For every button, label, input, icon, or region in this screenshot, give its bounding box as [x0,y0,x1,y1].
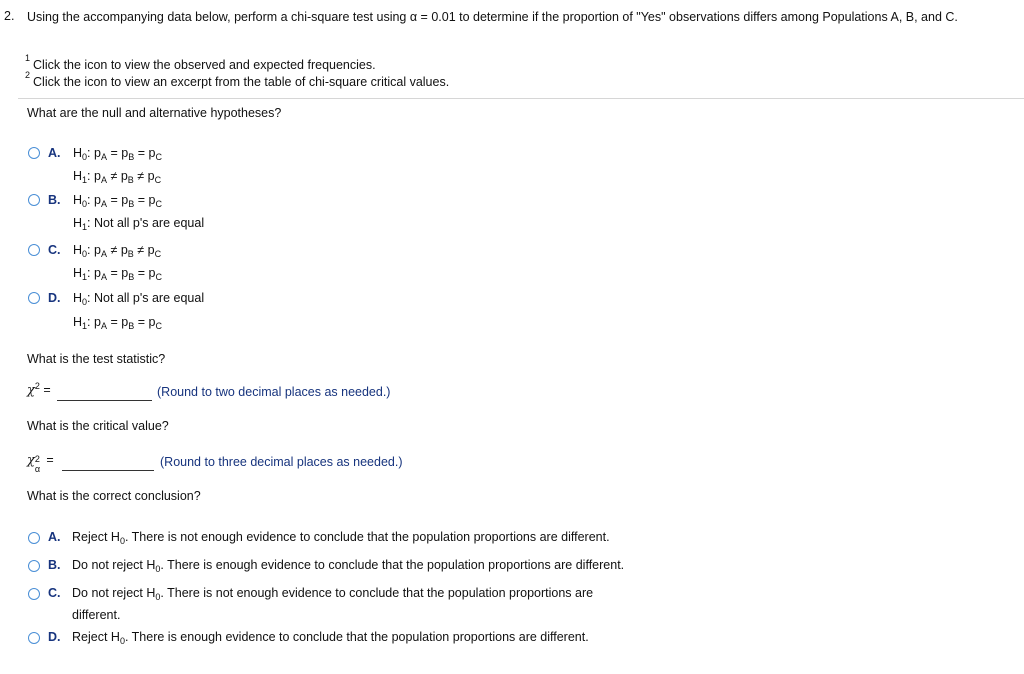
hypotheses-prompt: What are the null and alternative hypotheses? [27,106,282,120]
statistic-prompt: What is the test statistic? [27,352,166,366]
divider [18,98,1024,99]
hyp-option-d-h0: $H_0$: Not all p's are equal [73,291,205,307]
conclusion-prompt: What is the correct conclusion? [27,489,201,503]
concl-option-a-radio[interactable] [28,532,40,544]
concl-option-b-text: Do not reject $H_0$. There is enough evidence to conclude that the population proportions are different. [72,558,625,574]
statistic-hint: (Round to two decimal places as needed.) [157,385,391,399]
hyp-option-a-radio[interactable] [28,147,40,159]
concl-option-d-radio[interactable] [28,632,40,644]
critical-prompt: What is the critical value? [27,419,169,433]
note-1-text: Click the icon to view the observed and expected frequencies. [33,58,376,73]
hyp-option-c-letter[interactable]: C. [48,243,61,257]
concl-option-b-letter[interactable]: B. [48,558,61,572]
concl-option-c-radio[interactable] [28,588,40,600]
hyp-option-b-radio[interactable] [28,194,40,206]
note-2-marker: 2 [25,70,31,80]
concl-option-d-letter[interactable]: D. [48,630,61,644]
hyp-option-a-h0: $H_0$: $p_A = p_B = p_C$ [73,146,162,162]
hyp-option-d-h1: $H_1$: $p_A = p_B = p_C$ [73,315,162,331]
hyp-option-c-h0: $H_0$: $p_A \ne p_B \ne p_C$ [73,243,162,259]
concl-option-b-radio[interactable] [28,560,40,572]
concl-option-a-letter[interactable]: A. [48,530,61,544]
hyp-option-a-letter[interactable]: A. [48,146,61,160]
hyp-option-c-radio[interactable] [28,244,40,256]
statistic-answer-input[interactable] [57,400,152,401]
hyp-option-c-h1: $H_1$: $p_A = p_B = p_C$ [73,266,162,282]
hyp-option-d-letter[interactable]: D. [48,291,61,305]
hyp-option-a-h1: $H_1$: $p_A \ne p_B \ne p_C$ [73,169,162,185]
concl-option-c-letter[interactable]: C. [48,586,61,600]
hyp-option-d-radio[interactable] [28,292,40,304]
concl-option-c-text: Do not reject $H_0$. There is not enough evidence to conclude that the population proportions are [72,586,594,602]
question-number: 2. [4,9,15,23]
critical-hint: (Round to three decimal places as needed.) [160,455,403,469]
note-1[interactable] [25,53,376,73]
hyp-option-b-letter[interactable]: B. [48,193,61,207]
critical-symbol: χ 2 α = [27,453,54,474]
note-1-marker: 1 [25,53,31,63]
critical-answer-input[interactable] [62,470,154,471]
note-2-text: Click the icon to view an excerpt from the table of chi-square critical values. [33,75,450,90]
note-2[interactable] [25,70,450,90]
concl-option-c-continuation: different. [72,608,121,622]
concl-option-d-text: Reject $H_0$. There is enough evidence to conclude that the population proportions are different. [72,630,589,646]
hyp-option-b-h0: $H_0$: $p_A = p_B = p_C$ [73,193,162,209]
statistic-symbol: $\chi^2$ = [27,381,51,398]
question-text: Using the accompanying data below, perform a chi-square test using α = 0.01 to determine if the proportion of "Yes" observations differs among Populations A, B, and C. [27,10,958,24]
concl-option-a-text: Reject $H_0$. There is not enough evidence to conclude that the population proportions are different. [72,530,610,546]
hyp-option-b-h1: $H_1$: Not all p's are equal [73,216,205,232]
